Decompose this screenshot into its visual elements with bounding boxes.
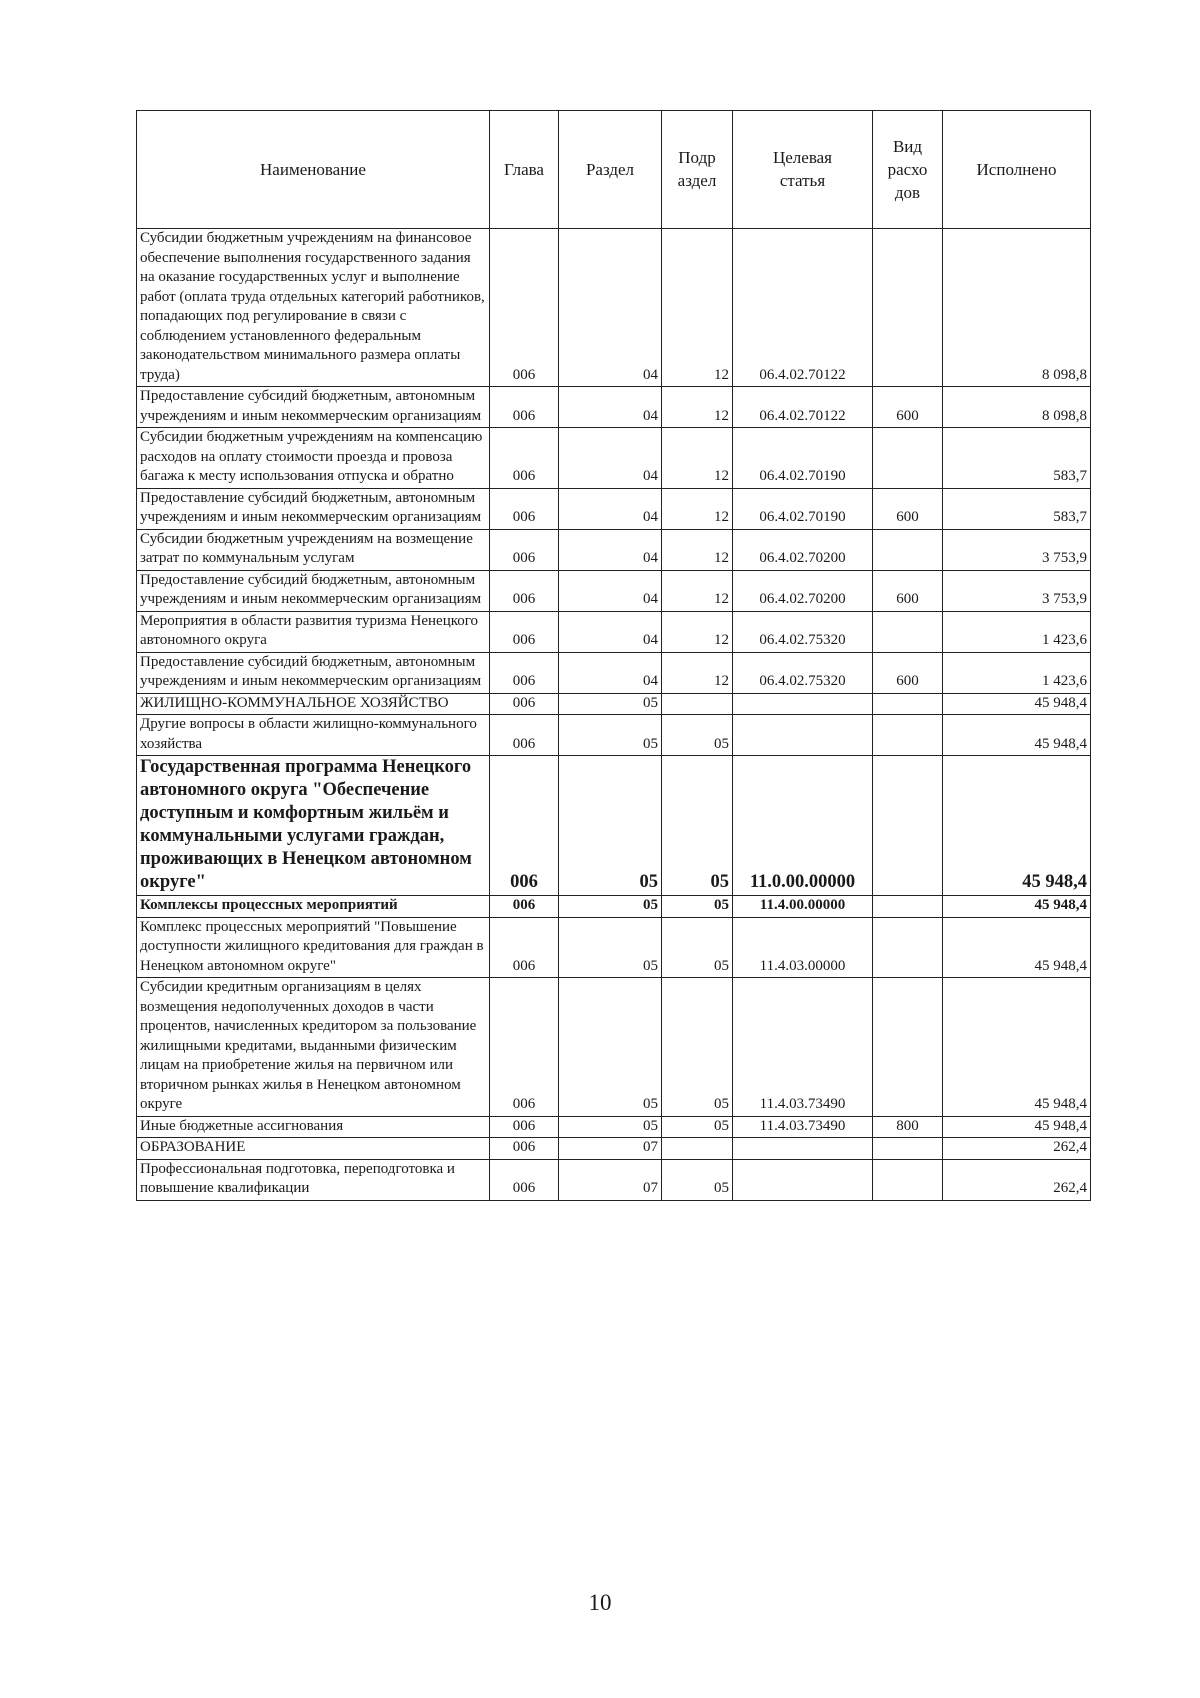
row-podrazdel: 12 [662, 428, 733, 489]
row-podrazdel: 05 [662, 715, 733, 756]
table-row [137, 229, 1091, 387]
table-row [137, 387, 1091, 428]
row-name: Предоставление субсидий бюджетным, автономным учреждениям и иным некоммерческим организациям [137, 488, 490, 529]
row-vid: 800 [873, 1116, 943, 1138]
row-glava: 006 [490, 1116, 559, 1138]
table-row [137, 529, 1091, 570]
row-razdel: 05 [559, 1116, 662, 1138]
row-target: 06.4.02.70122 [733, 387, 873, 428]
row-razdel: 05 [559, 978, 662, 1117]
row-podrazdel: 12 [662, 611, 733, 652]
row-name: Государственная программа Ненецкого автономного округа "Обеспечение доступным и комфортным жильём и коммунальными услугами граждан, проживающих в Ненецком автономном округе" [137, 756, 490, 896]
row-glava: 006 [490, 1159, 559, 1200]
row-glava: 006 [490, 428, 559, 489]
row-executed: 262,4 [943, 1159, 1091, 1200]
row-podrazdel: 05 [662, 1116, 733, 1138]
row-glava: 006 [490, 570, 559, 611]
row-executed: 8 098,8 [943, 229, 1091, 387]
row-name: Мероприятия в области развития туризма Ненецкого автономного округа [137, 611, 490, 652]
row-podrazdel [662, 693, 733, 715]
table-row [137, 428, 1091, 489]
header-vid: Вид расхо дов [873, 111, 943, 229]
row-name: ЖИЛИЩНО-КОММУНАЛЬНОЕ ХОЗЯЙСТВО [137, 693, 490, 715]
row-name: Другие вопросы в области жилищно-коммунального хозяйства [137, 715, 490, 756]
row-name: Субсидии бюджетным учреждениям на возмещение затрат по коммунальным услугам [137, 529, 490, 570]
header-name: Наименование [137, 111, 490, 229]
row-target: 11.4.03.73490 [733, 978, 873, 1117]
row-razdel: 04 [559, 229, 662, 387]
row-target: 06.4.02.70190 [733, 488, 873, 529]
header-podrazdel: Подр аздел [662, 111, 733, 229]
row-glava: 006 [490, 715, 559, 756]
row-podrazdel: 12 [662, 652, 733, 693]
row-glava: 006 [490, 229, 559, 387]
row-vid [873, 428, 943, 489]
row-razdel: 04 [559, 611, 662, 652]
header-glava: Глава [490, 111, 559, 229]
row-razdel: 04 [559, 570, 662, 611]
row-glava: 006 [490, 693, 559, 715]
row-razdel: 05 [559, 896, 662, 918]
row-executed: 583,7 [943, 488, 1091, 529]
table-body [137, 229, 1091, 1201]
row-glava: 006 [490, 1138, 559, 1160]
row-glava: 006 [490, 529, 559, 570]
table-row [137, 896, 1091, 918]
row-target [733, 1138, 873, 1160]
row-razdel: 05 [559, 693, 662, 715]
row-podrazdel: 05 [662, 917, 733, 978]
row-razdel: 05 [559, 715, 662, 756]
row-vid: 600 [873, 652, 943, 693]
row-target: 06.4.02.75320 [733, 652, 873, 693]
row-name: Профессиональная подготовка, переподготовка и повышение квалификации [137, 1159, 490, 1200]
row-podrazdel: 05 [662, 1159, 733, 1200]
row-target: 11.4.03.00000 [733, 917, 873, 978]
row-target: 11.4.03.73490 [733, 1116, 873, 1138]
table-row [137, 570, 1091, 611]
row-executed: 45 948,4 [943, 756, 1091, 896]
row-name: Субсидии бюджетным учреждениям на компенсацию расходов на оплату стоимости проезда и провоза багажа к месту использования отпуска и обратно [137, 428, 490, 489]
row-podrazdel: 12 [662, 570, 733, 611]
row-executed: 45 948,4 [943, 896, 1091, 918]
table-row [137, 488, 1091, 529]
row-vid: 600 [873, 570, 943, 611]
row-vid [873, 715, 943, 756]
row-podrazdel: 12 [662, 488, 733, 529]
row-razdel: 07 [559, 1159, 662, 1200]
row-target: 06.4.02.70190 [733, 428, 873, 489]
row-executed: 45 948,4 [943, 693, 1091, 715]
row-glava: 006 [490, 488, 559, 529]
row-target [733, 1159, 873, 1200]
row-podrazdel: 05 [662, 756, 733, 896]
row-executed: 1 423,6 [943, 611, 1091, 652]
row-podrazdel: 12 [662, 529, 733, 570]
row-name: Комплексы процессных мероприятий [137, 896, 490, 918]
row-executed: 583,7 [943, 428, 1091, 489]
row-glava: 006 [490, 652, 559, 693]
row-executed: 262,4 [943, 1138, 1091, 1160]
row-target [733, 715, 873, 756]
row-target: 06.4.02.70200 [733, 570, 873, 611]
row-executed: 45 948,4 [943, 978, 1091, 1117]
row-glava: 006 [490, 978, 559, 1117]
row-executed: 1 423,6 [943, 652, 1091, 693]
row-target: 11.0.00.00000 [733, 756, 873, 896]
row-vid [873, 917, 943, 978]
row-glava: 006 [490, 896, 559, 918]
row-executed: 3 753,9 [943, 529, 1091, 570]
row-razdel: 04 [559, 488, 662, 529]
table-row [137, 652, 1091, 693]
row-vid [873, 229, 943, 387]
row-vid: 600 [873, 488, 943, 529]
table-row [137, 917, 1091, 978]
row-target [733, 693, 873, 715]
row-target: 06.4.02.70200 [733, 529, 873, 570]
header-target: Целевая статья [733, 111, 873, 229]
row-podrazdel: 12 [662, 387, 733, 428]
row-vid [873, 611, 943, 652]
row-name: Субсидии кредитным организациям в целях возмещения недополученных доходов в части процентов, начисленных кредитором за пользование жилищными кредитами, выданными физическим лицам на приобретение жилья на первичном или вторичном рынках жилья в Ненецком автономном округе [137, 978, 490, 1117]
row-target: 06.4.02.70122 [733, 229, 873, 387]
table-row [137, 715, 1091, 756]
row-target: 06.4.02.75320 [733, 611, 873, 652]
row-podrazdel: 12 [662, 229, 733, 387]
row-razdel: 07 [559, 1138, 662, 1160]
row-glava: 006 [490, 756, 559, 896]
row-razdel: 04 [559, 387, 662, 428]
row-name: Предоставление субсидий бюджетным, автономным учреждениям и иным некоммерческим организациям [137, 387, 490, 428]
row-vid [873, 1159, 943, 1200]
row-vid [873, 756, 943, 896]
table-row [137, 756, 1091, 896]
table-header-row [137, 111, 1091, 229]
row-razdel: 04 [559, 428, 662, 489]
row-podrazdel: 05 [662, 978, 733, 1117]
row-vid [873, 693, 943, 715]
row-razdel: 05 [559, 917, 662, 978]
row-executed: 3 753,9 [943, 570, 1091, 611]
header-razdel: Раздел [559, 111, 662, 229]
table-row [137, 1138, 1091, 1160]
row-name: Комплекс процессных мероприятий "Повышение доступности жилищного кредитования для граждан в Ненецком автономном округе" [137, 917, 490, 978]
row-glava: 006 [490, 387, 559, 428]
table-row [137, 978, 1091, 1117]
row-vid [873, 1138, 943, 1160]
row-executed: 45 948,4 [943, 917, 1091, 978]
row-vid [873, 529, 943, 570]
row-razdel: 04 [559, 652, 662, 693]
row-vid [873, 978, 943, 1117]
row-podrazdel [662, 1138, 733, 1160]
page-number: 10 [588, 1590, 612, 1615]
row-razdel: 05 [559, 756, 662, 896]
table-row [137, 611, 1091, 652]
table-row [137, 693, 1091, 715]
row-glava: 006 [490, 917, 559, 978]
table-row [137, 1116, 1091, 1138]
header-executed: Исполнено [943, 111, 1091, 229]
row-executed: 45 948,4 [943, 715, 1091, 756]
row-glava: 006 [490, 611, 559, 652]
row-name: Предоставление субсидий бюджетным, автономным учреждениям и иным некоммерческим организациям [137, 570, 490, 611]
row-podrazdel: 05 [662, 896, 733, 918]
row-name: ОБРАЗОВАНИЕ [137, 1138, 490, 1160]
row-vid [873, 896, 943, 918]
table-row [137, 1159, 1091, 1200]
row-vid: 600 [873, 387, 943, 428]
row-target: 11.4.00.00000 [733, 896, 873, 918]
row-name: Субсидии бюджетным учреждениям на финансовое обеспечение выполнения государственного задания на оказание государственных услуг и выполнение работ (оплата труда отдельных категорий работников, попадающих под регулирование в связи с соблюдением установленного федеральным законодательством минимального размера оплаты труда) [137, 229, 490, 387]
row-executed: 8 098,8 [943, 387, 1091, 428]
budget-table [136, 110, 1091, 1201]
row-name: Предоставление субсидий бюджетным, автономным учреждениям и иным некоммерческим организациям [137, 652, 490, 693]
row-razdel: 04 [559, 529, 662, 570]
row-name: Иные бюджетные ассигнования [137, 1116, 490, 1138]
row-executed: 45 948,4 [943, 1116, 1091, 1138]
